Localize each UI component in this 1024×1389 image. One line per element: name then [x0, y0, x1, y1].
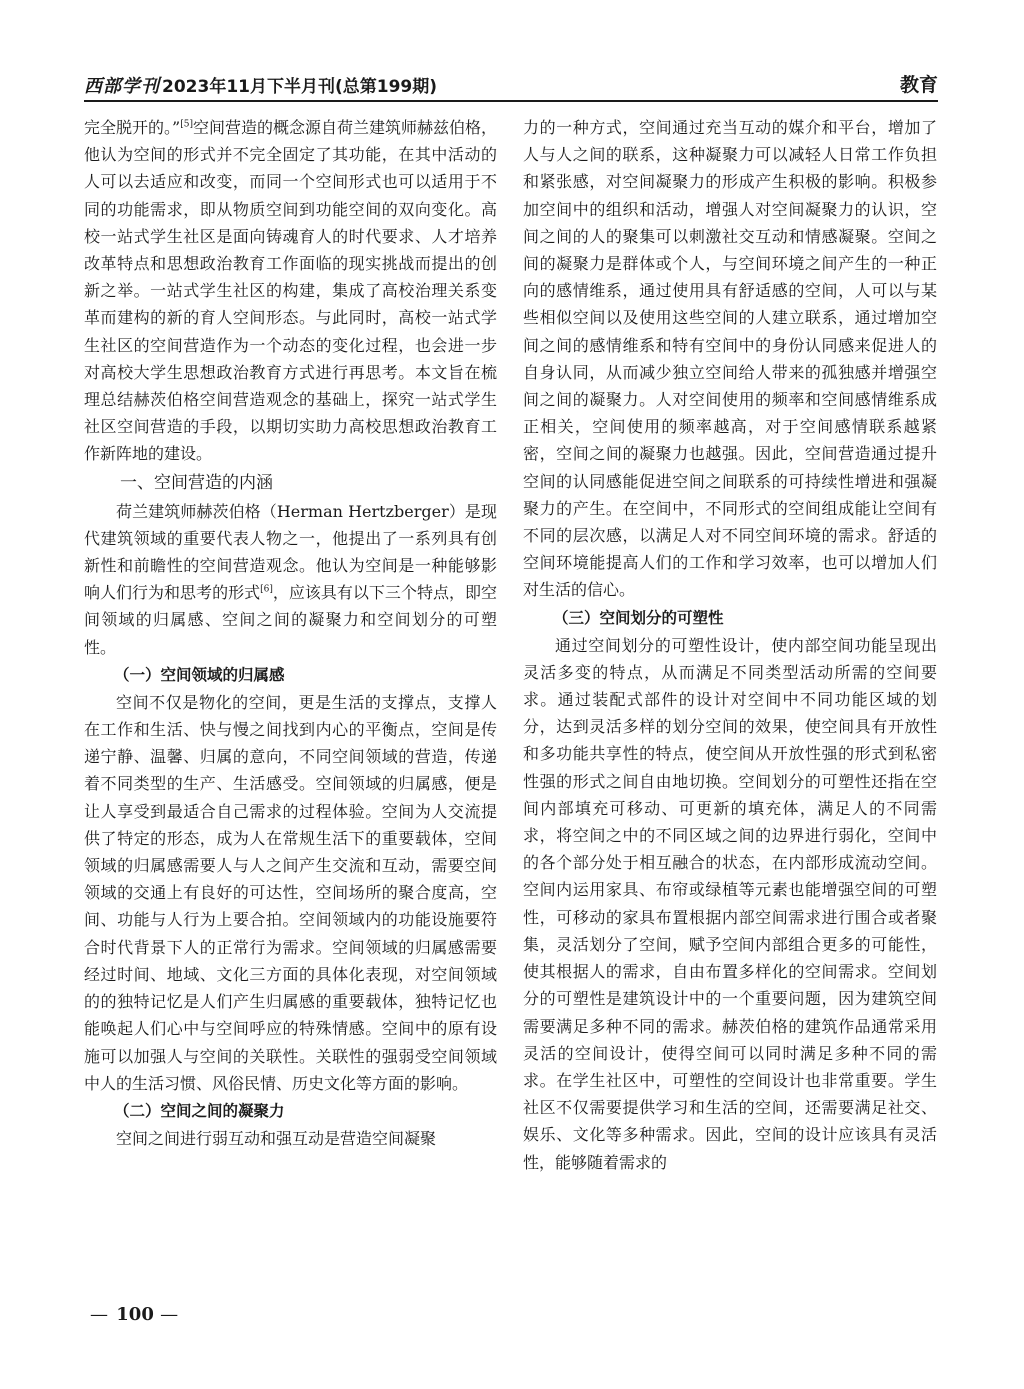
subsection-heading: （二）空间之间的凝聚力	[114, 1101, 285, 1120]
paragraph: 荷兰建筑师赫茨伯格（Herman Hertzberger）是现代建筑领域的重要代表人物之一，他提出了一系列具有创新性和前瞻性的空间营造观念。他认为空间是一种能够影响人们行为和思考的形式[6]，应该具有以下三个特点，即空间领域的归属感、空间之间的凝聚力和空间划分的可塑性。	[84, 501, 497, 657]
footer-dash: —	[160, 1304, 181, 1325]
subsection-heading: （一）空间领域的归属感	[114, 665, 285, 684]
issue-info: 2023年11月下半月刊(总第199期)	[162, 77, 437, 97]
paragraph: 力的一种方式，空间通过充当互动的媒介和平台，增加了人与人之间的联系，这种凝聚力可以减轻人日常工作负担和紧张感，对空间凝聚力的形成产生积极的影响。积极参加空间中的组织和活动，增强人对空间凝聚力的认识，空间之间的人的聚集可以刺激社交互动和情感凝聚。空间之间的凝聚力是群体或个人，与空间环境之间产生的一种正向的感情维系，通过使用具有舒适感的空间，人可以与某些相似空间以及使用这些空间的人建立联系，通过增加空间之间的感情维系和特有空间中的身份认同感来促进人的自身认同，从而减少独立空间给人带来的孤独感并增强空间之间的凝聚力。人对空间使用的频率和空间感情维系成正相关，空间使用的频率越高，对于空间感情联系越紧密，空间之间的凝聚力也越强。因此，空间营造通过提升空间的认同感能促进空间之间联系的可持续性增进和强凝聚力的产生。在空间中，不同形式的空间组成能让空间有不同的层次感，以满足人对不同空间环境的需求。舒适的空间环境能提高人们的工作和学习效率，也可以增加人们对生活的信心。	[523, 118, 937, 600]
citation-ref: [6]	[260, 584, 273, 595]
journal-logo: 西部学刊	[84, 76, 160, 97]
right-column	[523, 114, 937, 1176]
page-header	[84, 66, 938, 102]
paragraph: 完全脱开的。”[5]空间营造的概念源自荷兰建筑师赫兹伯格，他认为空间的形式并不完全固定了其功能，在其中活动的人可以去适应和改变，而同一个空间形式也可以适用于不同的功能需求，即从物质空间到功能空间的双向变化。高校一站式学生社区是面向铸魂育人的时代要求、人才培养改革特点和思想政治教育工作面临的现实挑战而提出的创新之举。一站式学生社区的构建，集成了高校治理关系变革而建构的新的育人空间形态。与此同时，高校一站式学生社区的空间营造作为一个动态的变化过程，也会进一步对高校大学生思想政治教育方式进行再思考。本文旨在梳理总结赫茨伯格空间营造观念的基础上，探究一站式学生社区空间营造的手段，以期切实助力高校思想政治教育工作新阵地的建设。	[84, 118, 497, 464]
paragraph: 通过空间划分的可塑性设计，使内部空间功能呈现出灵活多变的特点，从而满足不同类型活动所需的空间要求。通过装配式部件的设计对空间中不同功能区域的划分，达到灵活多样的划分空间的效果，使空间具有开放性和多功能共享性的特点，使空间从开放性强的形式到私密性强的形式之间自由地切换。空间划分的可塑性还指在空间内部填充可移动、可更新的填充体，满足人的不同需求，将空间之中的不同区域之间的边界进行弱化，空间中的各个部分处于相互融合的状态，在内部形成流动空间。空间内运用家具、布帘或绿植等元素也能增强空间的可塑性，可移动的家具布置根据内部空间需求进行围合或者聚集，灵活划分了空间，赋予空间内部组合更多的可能性，使其根据人的需求，自由布置多样化的空间需求。空间划分的可塑性是建筑设计中的一个重要问题，因为建筑空间需要满足多种不同的需求。赫茨伯格的建筑作品通常采用灵活的空间设计，使得空间可以同时满足多种不同的需求。在学生社区中，可塑性的空间设计也非常重要。学生社区不仅需要提供学习和生活的空间，还需要满足社交、娱乐、文化等多种需求。因此，空间的设计应该具有灵活性，能够随着需求的	[523, 635, 937, 1172]
subsection-heading: （三）空间划分的可塑性	[553, 608, 724, 627]
page-footer	[90, 1304, 180, 1325]
left-column	[84, 114, 497, 1152]
paragraph: 空间之间进行弱互动和强互动是营造空间凝聚	[116, 1128, 437, 1148]
citation-ref: [5]	[180, 119, 193, 130]
section-heading: 一、空间营造的内涵	[120, 472, 273, 493]
section-label: 教育	[899, 74, 938, 96]
footer-dash: —	[90, 1304, 110, 1325]
page-number: 100	[116, 1304, 154, 1325]
paragraph: 空间不仅是物化的空间，更是生活的支撑点，支撑人在工作和生活、快与慢之间找到内心的平衡点，空间是传递宁静、温馨、归属的意向，不同空间领域的营造，传递着不同类型的生产、生活感受。空间领域的归属感，便是让人享受到最适合自己需求的过程体验。空间为人交流提供了特定的形态，成为人在常规生活下的重要载体，空间领域的归属感需要人与人之间产生交流和互动，需要空间领域的交通上有良好的可达性，空间场所的聚合度高，空间、功能与人行为上要合拍。空间领域内的功能设施要符合时代背景下人的正常行为需求。空间领域的归属感需要经过时间、地域、文化三方面的具体化表现，对空间领域的的独特记忆是人们产生归属感的重要载体，独特记忆也能唤起人们心中与空间呼应的特殊情感。空间中的原有设施可以加强人与空间的关联性。关联性的强弱受空间领域中人的生活习惯、风俗民情、历史文化等方面的影响。	[84, 692, 497, 1093]
